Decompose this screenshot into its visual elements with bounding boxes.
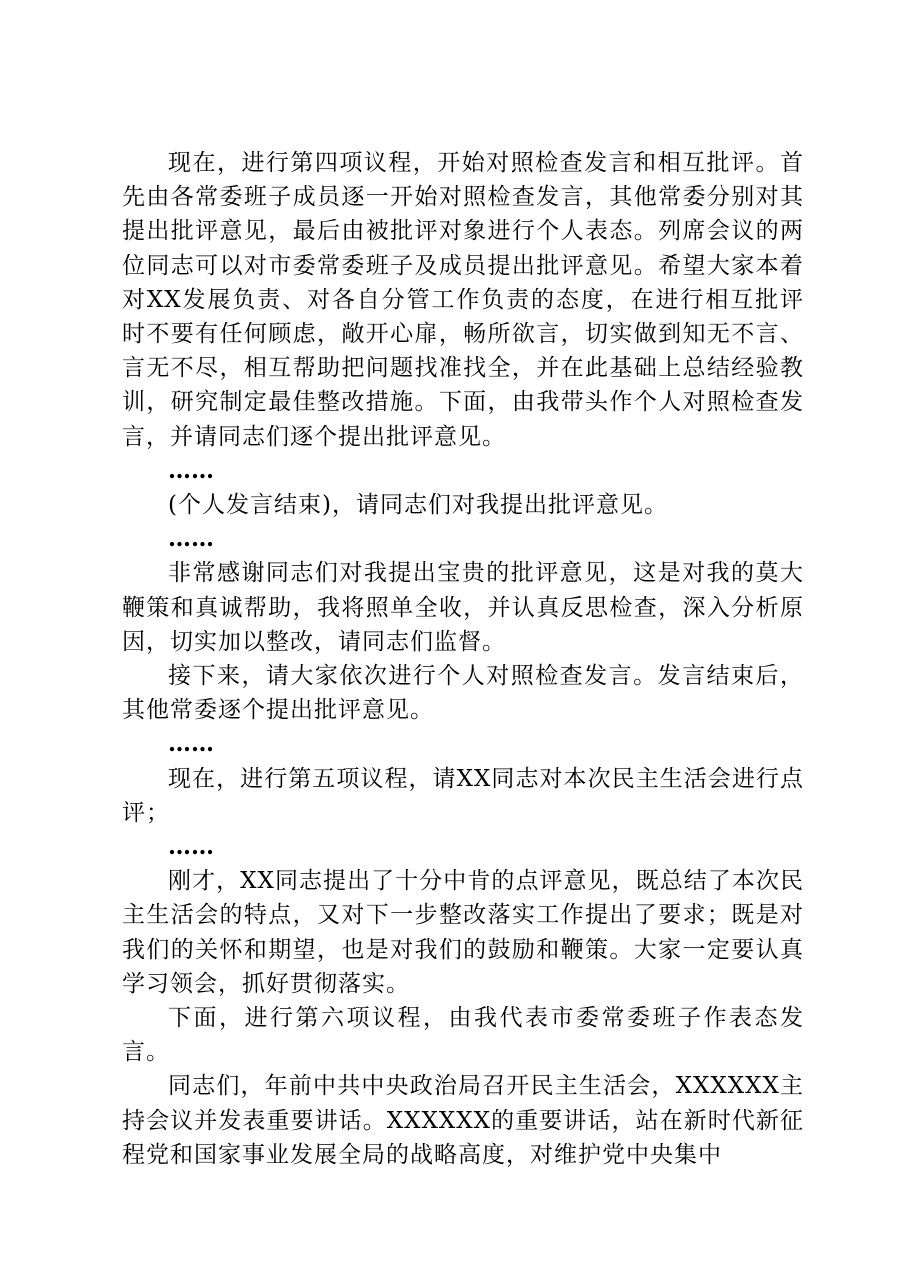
paragraph-agenda-six: 下面，进行第六项议程，由我代表市委常委班子作表态发言。 (122, 1005, 804, 1066)
paragraph-thanks: 非常感谢同志们对我提出宝贵的批评意见，这是对我的莫大鞭策和真诚帮助，我将照单全收，并认真反思检查，深入分析原因，切实加以整改，请同志们监督。 (122, 560, 804, 655)
ellipsis-2: …… (168, 525, 214, 553)
paragraph-next-speakers: 接下来，请大家依次进行个人对照检查发言。发言结束后，其他常委逐个提出批评意见。 (122, 663, 804, 724)
ellipsis-3: …… (168, 730, 214, 758)
ellipsis-1: …… (168, 456, 214, 484)
paragraph-agenda-four: 现在，进行第四项议程，开始对照检查发言和相互批评。首先由各常委班子成员逐一开始对照检查发言，其他常委分别对其提出批评意见，最后由被批评对象进行个人表态。列席会议的两位同志可以对市委常委班子及成员提出批评意见。希望大家本着对XX发展负责、对各自分管工作负责的态度，在进行相互批评时不要有任何顾虑，敞开心扉，畅所欲言，切实做到知无不言、言无不尽，相互帮助把问题找准找全，并在此基础上总结经验教训，研究制定最佳整改措施。下面，由我带头作个人对照检查发言，并请同志们逐个提出批评意见。 (122, 150, 804, 450)
paragraph-agenda-five: 现在，进行第五项议程，请XX同志对本次民主生活会进行点评； (122, 765, 804, 826)
document-page (122, 146, 804, 1172)
paragraph-review-comments: 刚才，XX同志提出了十分中肯的点评意见，既总结了本次民主生活会的特点，又对下一步整改落实工作提出了要求；既是对我们的关怀和期望，也是对我们的鼓励和鞭策。大家一定要认真学习领会，抓好贯彻落实。 (122, 868, 804, 997)
ellipsis-4: …… (168, 833, 214, 861)
paragraph-comrades: 同志们，年前中共中央政治局召开民主生活会，XXXXXX主持会议并发表重要讲话。XXXXXX的重要讲话，站在新时代新征程党和国家事业发展全局的战略高度，对维护党中央集中 (122, 1073, 804, 1168)
paragraph-speech-end: (个人发言结束)，请同志们对我提出批评意见。 (168, 492, 668, 519)
